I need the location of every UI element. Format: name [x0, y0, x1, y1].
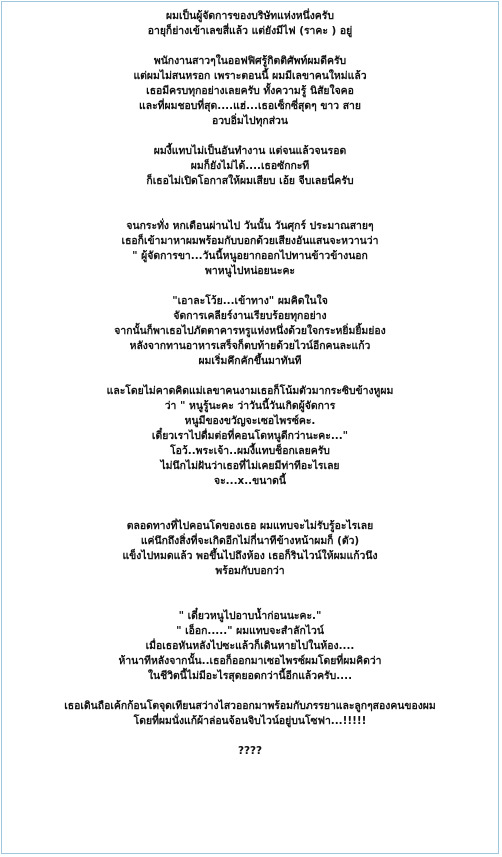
story-line: ก็เธอไม่เปิดโอกาสให้ผมเสียบ เอ้ย จีบเลยนี่ครับ: [146, 175, 354, 187]
story-line: จะ...x..ขนาดนี้: [214, 475, 286, 487]
story-line: อวบอิ่มไปทุกส่วน: [211, 115, 288, 127]
story-line: เธอก็เข้ามาหาผมพร้อมกับบอกด้วยเสียงอันแสนจะหวานว่า: [121, 235, 379, 247]
paragraph-secretary: [8, 54, 492, 129]
story-line: ????: [237, 745, 263, 757]
paragraph-whisper: [8, 384, 492, 489]
story-line: ไม่นึกไม่ฝันว่าเธอที่ไม่เคยมีท่าทีอะไรเลย: [160, 460, 340, 472]
story-line: โดยที่ผมนั่งแก้ผ้าล่อนจ้อนจิบไวน์อยู่บนโซฟา...!!!!!: [133, 715, 367, 727]
story-line: หลังจากทานอาหารเสร็จก็ตบท้ายด้วยไวน์อีกคนละแก้ว: [129, 340, 371, 352]
story-line: เธอมีครบทุกอย่างเลยครับ ทั้งความรู้ นิสัยใจคอ: [146, 85, 354, 97]
story-line: เมื่อเธอหันหลังไปซะแล้วก็เดินหายไปในห้อง....: [145, 640, 355, 652]
paragraph-friday: [8, 219, 492, 279]
story-line: ผมงี้แทบไม่เป็นอันทำงาน แต่จนแล้วจนรอด: [153, 145, 347, 157]
story-line: แต่ผมไม่สนหรอก เพราะตอนนี้ ผมมีเลขาคนใหม่แล้ว: [133, 70, 367, 82]
story-line: "เอาละโว้ย...เข้าทาง" ผมคิดในใจ: [172, 295, 328, 307]
story-line: และโดยไม่คาดคิดแม่เลขาคนงามเธอก็โน้มตัวมากระซิบข้างหูผม: [106, 385, 394, 397]
story-line: พนักงานสาวๆในออฟฟิศรู้กิตติศัพท์ผมดีครับ: [153, 55, 347, 67]
story-line: ห้านาทีหลังจากนั้น..เธอก็ออกมาเซอไพรซ์ผมโดยที่ผมคิดว่า: [118, 655, 382, 667]
paragraph-question-marks: [8, 744, 492, 759]
story-line: " เอ็อก....." ผมแทบจะสำลักไวน์: [176, 625, 324, 637]
paragraph-distracted: [8, 144, 492, 189]
story-line: พร้อมกับบอกว่า: [215, 565, 285, 577]
paragraph-shower: [8, 609, 492, 684]
paragraph-dinner: [8, 294, 492, 369]
story-line: ผมเป็นผู้จัดการของบริษัทแห่งหนึ่งครับ: [166, 10, 334, 22]
story-line: โอว้..พระเจ้า..ผมงี้แทบช็อกเลยครับ: [170, 445, 330, 457]
story-line: เธอเดินถือเค้กก้อนโตจุดเทียนสว่างไสวออกมาพร้อมกับภรรยาและลูกๆสองคนของผม: [64, 700, 436, 712]
story-line: พาหนูไปหน่อยนะคะ: [205, 265, 295, 277]
paragraph-condo: [8, 519, 492, 579]
story-line: จัดการเคลียร์งานเรียบร้อยทุกอย่าง: [173, 310, 327, 322]
page-frame: [1, 1, 499, 854]
story-line: แค่นึกถึงสิ่งที่จะเกิดอีกไม่กี่นาทีข้างหน้าผมก็ (ตัว): [140, 535, 360, 547]
story-line: เดี๋ยวเราไปดื่มต่อที่คอนโดหนูดีกว่านะคะ...": [151, 430, 349, 442]
story-line: จากนั้นก็พาเธอไปภัตตาคารหรูแห่งหนึ่งด้วยใจกระหยิ่มยิ้มย่อง: [114, 325, 386, 337]
story-line: ในชีวิตนี้ไม่มีอะไรสุดยอดกว่านี้อีกแล้วครับ....: [147, 670, 353, 682]
story-line: และที่ผมชอบที่สุด....แฮ่...เธอเซ็กซี่สุดๆ ขาว สาย: [139, 100, 361, 112]
story-line: ผมเริ่มคึกคักขึ้นมาทันที: [198, 355, 302, 367]
story-line: แข็งไปหมดแล้ว พอขึ้นไปถึงห้อง เธอก็รินไวน์ให้ผมแก้วนึง: [122, 550, 378, 562]
story-line: จนกระทั่ง หกเดือนผ่านไป วันนั้น วันศุกร์ ประมาณสายๆ: [126, 220, 374, 232]
story-line: ผมก็ยังไม่ได้....เธอซักกะที: [190, 160, 310, 172]
story-line: ว่า " หนูรู้นะคะ ว่าวันนี้วันเกิดผู้จัดการ: [164, 400, 336, 412]
story-line: " ผู้จัดการขา...วันนี้หนูอยากออกไปทานข้าวข้างนอก: [132, 250, 368, 262]
story-line: หนูมีของขวัญจะเซอไพรซ์คะ.: [184, 415, 316, 427]
story-line: ตลอดทางที่ไปคอนโดของเธอ ผมแทบจะไม่รับรู้อะไรเลย: [126, 520, 374, 532]
story-text: [8, 9, 492, 759]
paragraph-ending: [8, 699, 492, 729]
story-line: อายุก็ย่างเข้าเลขสี่แล้ว แต่ยังมีไฟ (ราคะ ) อยู่: [147, 25, 353, 37]
story-line: " เดี๋ยวหนูไปอาบน้ำก่อนนะคะ.": [178, 610, 322, 622]
paragraph-intro: [8, 9, 492, 39]
